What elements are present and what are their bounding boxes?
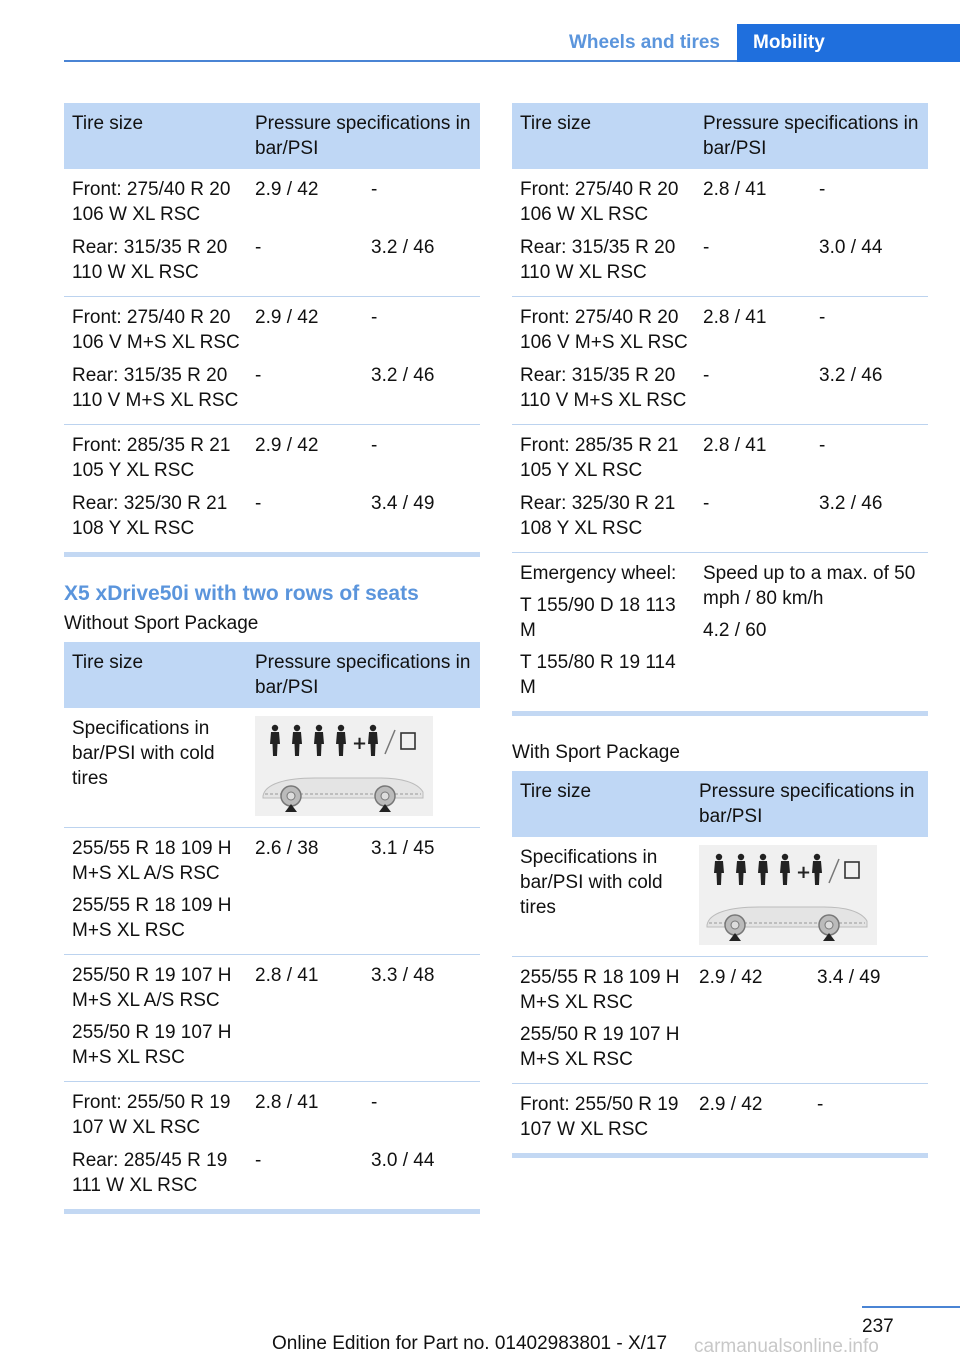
tire-size-cell: Front: 275/40 R 20 106 V M+S XL RSC xyxy=(520,307,688,353)
pressure-front-cell: 2.9 / 42 xyxy=(691,1084,809,1156)
pressure-rear-cell: 3.3 / 48 xyxy=(363,955,480,1082)
table-row xyxy=(512,483,928,553)
without-sport-package-label: Without Sport Package xyxy=(64,613,259,634)
tire-size-cell: Rear: 315/35 R 20 110 V M+S XL RSC xyxy=(64,355,247,425)
pressure-front-cell: - xyxy=(695,483,811,553)
pressure-front-cell: 2.9 / 42 xyxy=(691,957,809,1084)
emergency-wheel-row xyxy=(512,553,928,714)
column-header-tire-size: Tire size xyxy=(512,771,691,837)
pressure-rear-cell: 3.2 / 46 xyxy=(363,227,480,297)
column-header-pressure: Pressure specifications in bar/PSI xyxy=(247,103,480,169)
pressure-rear-cell: - xyxy=(819,179,826,200)
table-row xyxy=(64,297,480,356)
table-row xyxy=(64,355,480,425)
header-section-title: Wheels and tires xyxy=(569,32,720,53)
column-header-tire-size: Tire size xyxy=(512,103,695,169)
tire-size-line: 255/55 R 18 109 H M+S XL A/S RSC xyxy=(72,838,232,884)
tire-size-cell: Front: 275/40 R 20 106 V M+S XL RSC xyxy=(72,307,240,353)
pressure-front-cell: 2.8 / 41 xyxy=(703,179,767,200)
pressure-rear-cell: - xyxy=(809,1084,928,1156)
pressure-front-cell: 2.6 / 38 xyxy=(247,828,363,955)
tire-size-line: 255/55 R 18 109 H M+S XL RSC xyxy=(520,967,680,1013)
pressure-front-cell: - xyxy=(247,355,363,425)
pressure-rear-cell: - xyxy=(371,179,378,200)
tire-size-cell: Front: 275/40 R 20 106 W XL RSC xyxy=(520,179,679,225)
column-header-tire-size: Tire size xyxy=(64,642,247,708)
edition-note: Online Edition for Part no. 01402983801 - X/17 xyxy=(272,1333,668,1354)
load-diagram-cell xyxy=(247,708,480,828)
pressure-rear-cell: 3.2 / 46 xyxy=(811,355,928,425)
pressure-front-cell: - xyxy=(247,227,363,297)
pressure-rear-cell: 3.0 / 44 xyxy=(363,1140,480,1212)
pressure-front-cell: 2.9 / 42 xyxy=(255,307,319,328)
pressure-table-left-top xyxy=(64,103,480,557)
spec-label-cell: Specifications in bar/PSI with cold tires xyxy=(64,708,247,828)
tire-size-line: 255/50 R 19 107 H M+S XL A/S RSC xyxy=(72,965,232,1011)
tire-size-cell: Front: 285/35 R 21 105 Y XL RSC xyxy=(520,435,679,481)
pressure-rear-cell: 3.1 / 45 xyxy=(363,828,480,955)
footer-rule xyxy=(862,1306,960,1308)
pressure-rear-cell: 3.2 / 46 xyxy=(363,355,480,425)
table-row xyxy=(512,227,928,297)
tire-size-cell: Rear: 325/30 R 21 108 Y XL RSC xyxy=(64,483,247,555)
table-row xyxy=(64,483,480,555)
tire-size-cell: Front: 275/40 R 20 106 W XL RSC xyxy=(72,179,231,225)
pressure-table-right-top xyxy=(512,103,928,716)
pressure-front-cell: 2.8 / 41 xyxy=(247,955,363,1082)
pressure-front-cell: - xyxy=(695,355,811,425)
tire-size-cell: Rear: 315/35 R 20 110 W XL RSC xyxy=(512,227,695,297)
tire-size-line: T 155/80 R 19 114 M xyxy=(520,652,676,698)
table-row xyxy=(64,425,480,484)
vehicle-load-icon xyxy=(699,845,877,945)
page-number: 237 xyxy=(862,1316,894,1337)
table-row xyxy=(64,227,480,297)
table-row xyxy=(512,1084,928,1156)
column-header-pressure: Pressure specifications in bar/PSI xyxy=(695,103,928,169)
emergency-wheel-cell xyxy=(512,553,695,714)
pressure-front-cell: - xyxy=(247,1140,363,1212)
table-row xyxy=(512,837,928,957)
table-row xyxy=(512,169,928,227)
section-title: X5 xDrive50i with two rows of seats xyxy=(64,582,419,605)
table-row xyxy=(512,297,928,356)
table-row xyxy=(512,425,928,484)
pressure-rear-cell: 3.4 / 49 xyxy=(363,483,480,555)
pressure-front-cell: - xyxy=(247,483,363,555)
column-header-tire-size: Tire size xyxy=(64,103,247,169)
table-row xyxy=(64,1140,480,1212)
pressure-rear-cell: - xyxy=(819,435,826,456)
tire-size-line: T 155/90 D 18 113 M xyxy=(520,595,676,641)
tire-size-cell: Rear: 315/35 R 20 110 W XL RSC xyxy=(64,227,247,297)
tire-size-cell xyxy=(64,828,247,955)
column-header-pressure: Pressure specifications in bar/PSI xyxy=(691,771,928,837)
table-row xyxy=(64,1082,480,1141)
pressure-front-cell: 2.8 / 41 xyxy=(703,435,767,456)
tire-size-line: 255/50 R 19 107 H M+S XL RSC xyxy=(520,1024,680,1070)
tire-size-cell xyxy=(64,955,247,1082)
header-chapter-tab: Mobility xyxy=(737,24,960,62)
tire-size-cell: Rear: 285/45 R 19 111 W XL RSC xyxy=(64,1140,247,1212)
with-sport-package-label: With Sport Package xyxy=(512,742,680,763)
tire-size-line: 255/55 R 18 109 H M+S XL RSC xyxy=(72,895,232,941)
table-row xyxy=(64,955,480,1082)
pressure-front-cell: 2.9 / 42 xyxy=(255,179,319,200)
pressure-rear-cell: - xyxy=(371,1092,378,1113)
pressure-rear-cell: - xyxy=(371,435,378,456)
column-header-pressure: Pressure specifications in bar/PSI xyxy=(247,642,480,708)
table-row xyxy=(64,169,480,227)
pressure-rear-cell: 3.4 / 49 xyxy=(809,957,928,1084)
pressure-front-cell: 2.8 / 41 xyxy=(255,1092,319,1113)
pressure-rear-cell: 3.0 / 44 xyxy=(811,227,928,297)
tire-size-cell: Front: 255/50 R 19 107 W XL RSC xyxy=(512,1084,691,1156)
left-column xyxy=(64,103,480,1214)
table-row xyxy=(64,708,480,828)
tire-size-cell xyxy=(512,957,691,1084)
watermark: carmanualsonline.info xyxy=(694,1336,879,1357)
pressure-table-left-bottom xyxy=(64,642,480,1214)
pressure-rear-cell: - xyxy=(371,307,378,328)
emergency-wheel-label: Emergency wheel: xyxy=(520,563,677,584)
right-column xyxy=(512,103,928,1158)
tire-size-cell: Front: 285/35 R 21 105 Y XL RSC xyxy=(72,435,231,481)
speed-limit-note: Speed up to a max. of 50 mph / 80 km/h xyxy=(703,563,916,609)
emergency-pressure-value: 4.2 / 60 xyxy=(703,620,767,641)
table-row xyxy=(512,355,928,425)
table-row xyxy=(64,828,480,955)
pressure-front-cell: 2.9 / 42 xyxy=(255,435,319,456)
tire-size-cell: Rear: 315/35 R 20 110 V M+S XL RSC xyxy=(512,355,695,425)
emergency-pressure-cell xyxy=(695,553,928,714)
tire-size-cell: Front: 255/50 R 19 107 W XL RSC xyxy=(72,1092,231,1138)
table-row xyxy=(512,957,928,1084)
tire-size-line: 255/50 R 19 107 H M+S XL RSC xyxy=(72,1022,232,1068)
pressure-rear-cell: - xyxy=(819,307,826,328)
pressure-front-cell: 2.8 / 41 xyxy=(703,307,767,328)
pressure-front-cell: - xyxy=(695,227,811,297)
tire-size-cell: Rear: 325/30 R 21 108 Y XL RSC xyxy=(512,483,695,553)
pressure-table-right-bottom xyxy=(512,771,928,1158)
load-diagram-cell xyxy=(691,837,928,957)
vehicle-load-icon xyxy=(255,716,433,816)
spec-label-cell: Specifications in bar/PSI with cold tires xyxy=(512,837,691,957)
pressure-rear-cell: 3.2 / 46 xyxy=(811,483,928,553)
